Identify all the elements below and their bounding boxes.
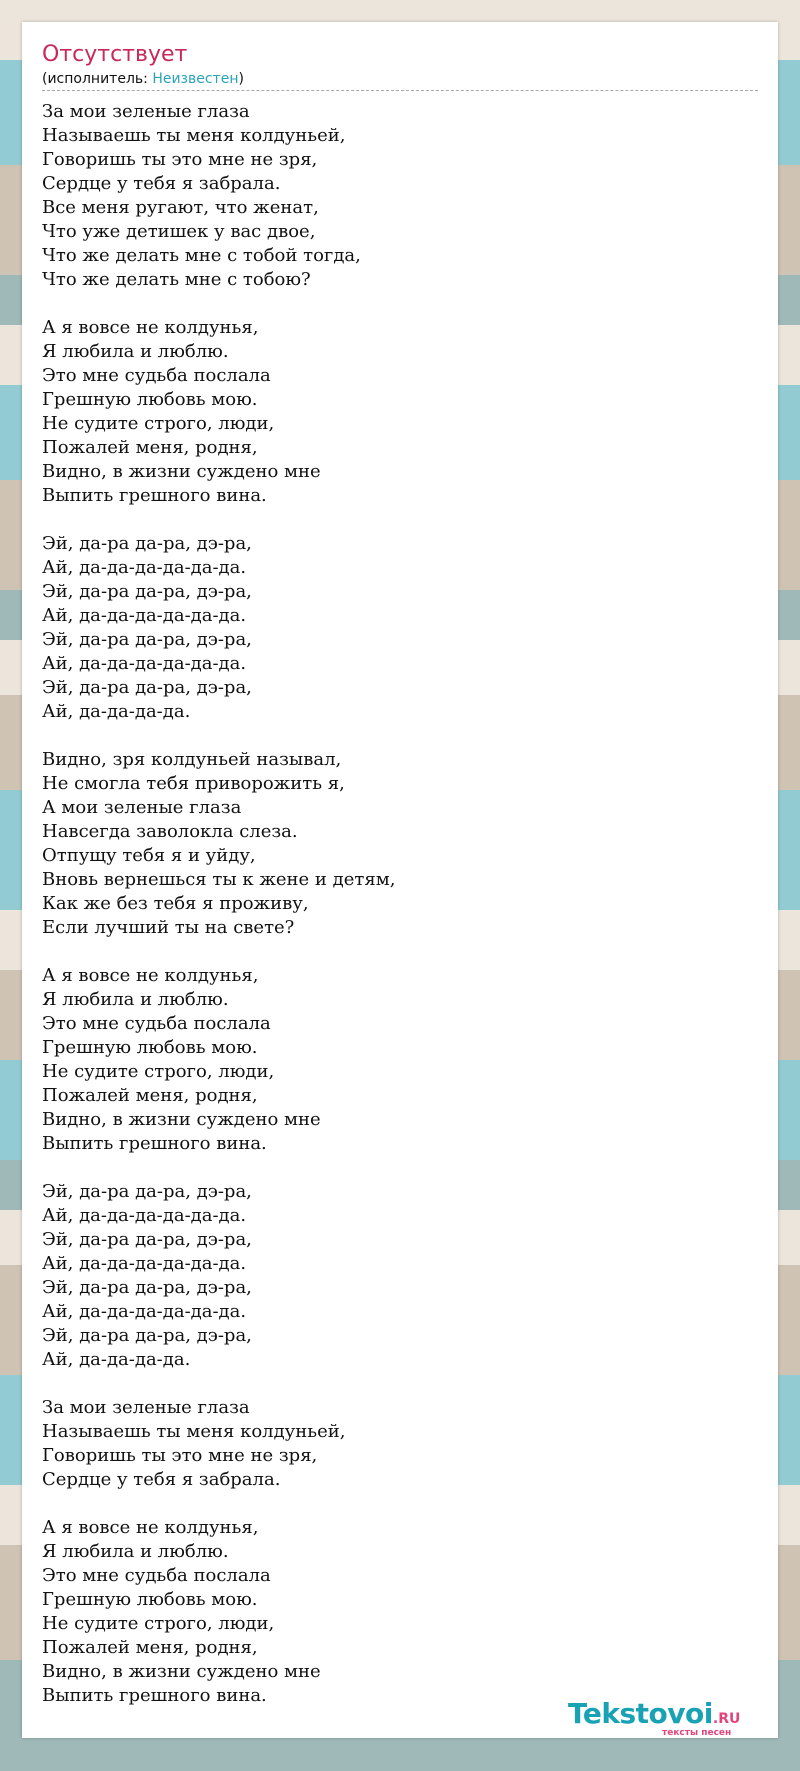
lyrics-line: Видно, в жизни суждено мне [42,461,321,482]
lyrics-line: За мои зеленые глаза [42,101,250,122]
lyrics-line: А мои зеленые глаза [42,797,242,818]
lyrics-line: Говоришь ты это мне не зря, [42,149,318,170]
logo-tld: .RU [712,1711,741,1727]
lyrics-line: Ай, да-да-да-да-да-да. [42,605,247,626]
lyrics-line: Говоришь ты это мне не зря, [42,1445,318,1466]
lyrics-line: Эй, да-ра да-ра, дэ-ра, [42,1181,252,1202]
lyrics-line: А я вовсе не колдунья, [42,317,259,338]
logo-name: Tekstovoi [568,1697,713,1730]
lyrics-line: Как же без тебя я проживу, [42,893,309,914]
lyrics-line: Эй, да-ра да-ра, дэ-ра, [42,533,252,554]
lyrics-line: Ай, да-да-да-да-да-да. [42,653,247,674]
lyrics-line: Эй, да-ра да-ра, дэ-ра, [42,1229,252,1250]
lyrics-line: Сердце у тебя я забрала. [42,173,281,194]
lyrics-line: Ай, да-да-да-да-да-да. [42,1301,247,1322]
artist-link[interactable]: Неизвестен [152,71,239,87]
artist-suffix: ) [238,71,244,87]
lyrics-line: Сердце у тебя я забрала. [42,1469,281,1490]
lyrics-stanza [42,964,742,1156]
lyrics-stanza [42,748,742,940]
lyrics-stanza [42,1516,742,1708]
lyrics-line: Вновь вернешься ты к жене и детям, [42,869,396,890]
lyrics-text [42,100,742,1732]
artist-line [42,70,244,88]
lyrics-line: Это мне судьба послала [42,1013,271,1034]
lyrics-line: А я вовсе не колдунья, [42,1517,259,1538]
lyrics-line: Называешь ты меня колдуньей, [42,1421,346,1442]
lyrics-stanza [42,1180,742,1372]
song-title: Отсутствует [42,42,188,67]
title-divider [42,90,758,91]
lyrics-line: Грешную любовь мою. [42,1589,258,1610]
lyrics-line: Что уже детишек у вас двое, [42,221,316,242]
lyrics-line: Эй, да-ра да-ра, дэ-ра, [42,629,252,650]
lyrics-line: Выпить грешного вина. [42,1133,267,1154]
lyrics-line: Что же делать мне с тобою? [42,269,311,290]
lyrics-line: Эй, да-ра да-ра, дэ-ра, [42,677,252,698]
lyrics-line: Ай, да-да-да-да. [42,701,191,722]
lyrics-line: Не судите строго, люди, [42,1061,275,1082]
lyrics-line: Эй, да-ра да-ра, дэ-ра, [42,1325,252,1346]
lyrics-stanza [42,532,742,724]
lyrics-line: Грешную любовь мою. [42,1037,258,1058]
lyrics-line: Ай, да-да-да-да-да-да. [42,1253,247,1274]
lyrics-line: Я любила и люблю. [42,1541,229,1562]
lyrics-stanza [42,1396,742,1492]
lyrics-line: Видно, в жизни суждено мне [42,1661,321,1682]
lyrics-line: Все меня ругают, что женат, [42,197,319,218]
lyrics-line: Грешную любовь мою. [42,389,258,410]
lyrics-card [22,22,778,1738]
lyrics-stanza [42,100,742,292]
lyrics-line: Пожалей меня, родня, [42,1085,258,1106]
logo-tagline: тексты песен [662,1728,732,1738]
lyrics-line: Видно, в жизни суждено мне [42,1109,321,1130]
lyrics-line: Эй, да-ра да-ра, дэ-ра, [42,1277,252,1298]
lyrics-line: Отпущу тебя я и уйду, [42,845,256,866]
lyrics-line: Видно, зря колдуньей называл, [42,749,342,770]
lyrics-line: Если лучший ты на свете? [42,917,295,938]
lyrics-line: Не смогла тебя приворожить я, [42,773,345,794]
lyrics-line: Выпить грешного вина. [42,1685,267,1706]
lyrics-line: Ай, да-да-да-да-да-да. [42,557,247,578]
lyrics-line: Пожалей меня, родня, [42,1637,258,1658]
lyrics-line: Что же делать мне с тобой тогда, [42,245,361,266]
lyrics-line: Я любила и люблю. [42,341,229,362]
lyrics-line: Эй, да-ра да-ра, дэ-ра, [42,581,252,602]
lyrics-line: Я любила и люблю. [42,989,229,1010]
lyrics-line: Не судите строго, люди, [42,1613,275,1634]
lyrics-line: Это мне судьба послала [42,1565,271,1586]
lyrics-line: Ай, да-да-да-да-да-да. [42,1205,247,1226]
lyrics-line: А я вовсе не колдунья, [42,965,259,986]
lyrics-stanza [42,316,742,508]
lyrics-line: Выпить грешного вина. [42,485,267,506]
site-logo[interactable] [568,1698,768,1738]
lyrics-line: Это мне судьба послала [42,365,271,386]
lyrics-line: Ай, да-да-да-да. [42,1349,191,1370]
lyrics-line: Навсегда заволокла слеза. [42,821,298,842]
artist-prefix: (исполнитель: [42,71,153,87]
lyrics-line: Пожалей меня, родня, [42,437,258,458]
lyrics-line: Называешь ты меня колдуньей, [42,125,346,146]
lyrics-line: Не судите строго, люди, [42,413,275,434]
lyrics-line: За мои зеленые глаза [42,1397,250,1418]
